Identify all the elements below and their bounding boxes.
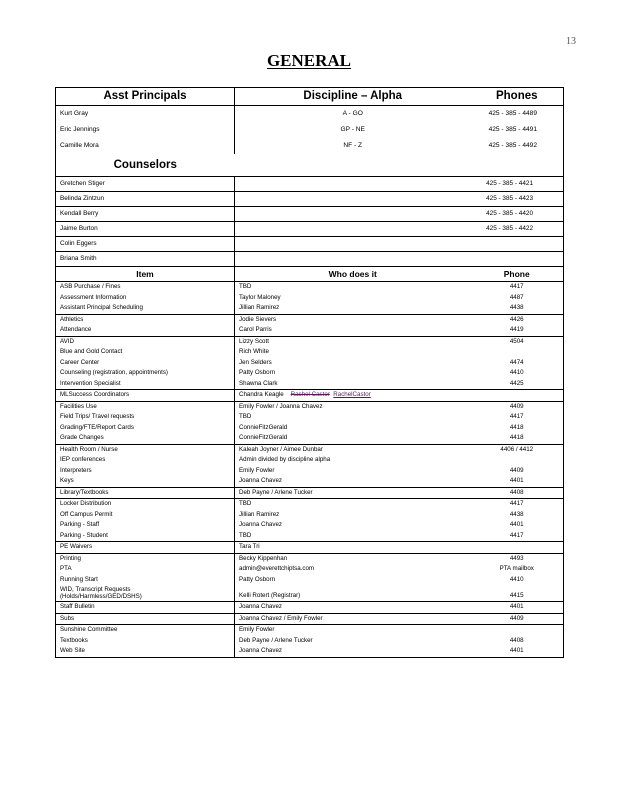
who-does-it xyxy=(235,293,471,304)
item-phone: 4409 xyxy=(471,401,564,412)
who-does-it xyxy=(235,347,471,358)
item-phone xyxy=(471,347,564,358)
counselor-name: Belinda Zintzun xyxy=(56,192,235,207)
discipline-alpha-heading: Discipline – Alpha xyxy=(235,88,471,106)
item-label: Parking - Staff xyxy=(60,521,100,528)
who-does-it xyxy=(235,625,471,636)
who-does-it-name: Joanna Chavez xyxy=(239,647,282,654)
who-does-it-name: Emily Fowler / Joanna Chavez xyxy=(239,402,323,410)
blank-cell xyxy=(235,252,471,267)
item-label: Keys xyxy=(60,477,74,484)
blank-cell xyxy=(235,177,471,192)
who-does-it-name: Jen Selders xyxy=(239,358,272,366)
who-does-it-name: Lizzy Scott xyxy=(239,337,269,345)
counselor-row xyxy=(56,237,564,252)
item-label: Intervention Specialist xyxy=(60,379,121,387)
item-phone: 4418 xyxy=(471,433,564,444)
who-does-it-name: admin@everettchiptsa.com xyxy=(239,565,315,572)
discipline-alpha-range: A - GO xyxy=(235,106,471,123)
item-phone xyxy=(471,390,564,402)
item-label: Athletics xyxy=(60,315,84,323)
who-does-it xyxy=(235,520,471,531)
who-does-it xyxy=(235,646,471,657)
blank-cell xyxy=(235,222,471,237)
item-phone: 4409 xyxy=(471,613,564,625)
counselor-phone: 425 - 385 - 4423 xyxy=(471,192,564,207)
item-name xyxy=(56,314,235,325)
who-does-it-name: Joanna Chavez xyxy=(239,477,282,484)
item-label: Grading/FTE/Report Cards xyxy=(60,423,134,431)
item-name xyxy=(56,553,235,564)
item-label: Sunshine Committee xyxy=(60,626,118,633)
who-does-it-name: Kelli Rotert (Registrar) xyxy=(239,591,301,599)
who-does-it xyxy=(235,499,471,510)
item-phone: 4487 xyxy=(471,293,564,304)
added-name: RachelCastor xyxy=(333,391,371,398)
item-label: PE Waivers xyxy=(60,543,93,550)
item-name xyxy=(56,499,235,510)
item-row xyxy=(56,314,564,325)
item-heading: Item xyxy=(56,267,235,282)
who-does-it-name: Jillian Ramirez xyxy=(239,510,280,518)
item-phone xyxy=(471,455,564,466)
item-label: Blue and Gold Contact xyxy=(60,348,123,355)
item-row xyxy=(56,520,564,531)
item-row xyxy=(56,293,564,304)
counselor-name: Gretchen Stiger xyxy=(56,177,235,192)
item-name xyxy=(56,293,235,304)
item-label: ASB Purchase / Fines xyxy=(60,283,121,290)
item-phone: 4401 xyxy=(471,476,564,487)
item-label: Subs xyxy=(60,614,75,622)
item-label: Counseling (registration, appointments) xyxy=(60,369,168,376)
asst-principal-name: Camille Mora xyxy=(56,138,235,154)
who-does-it-name: Chandra Keagle xyxy=(239,391,284,398)
item-row xyxy=(56,368,564,379)
who-does-it xyxy=(235,466,471,477)
who-does-it-name: Joanna Chavez / Emily Fowler xyxy=(239,614,323,622)
item-name xyxy=(56,542,235,554)
item-phone xyxy=(471,625,564,636)
item-row xyxy=(56,455,564,466)
discipline-alpha-range: GP - NE xyxy=(340,126,365,133)
item-phone: 4410 xyxy=(471,368,564,379)
who-does-it xyxy=(235,564,471,575)
item-name xyxy=(56,476,235,487)
who-does-it-name: Jodie Sievers xyxy=(239,315,277,323)
who-does-it xyxy=(235,423,471,434)
item-row xyxy=(56,390,564,402)
item-label-line2: (Holds/Harmless/GED/DSHS) xyxy=(60,593,142,600)
item-label: Printing xyxy=(60,554,81,562)
page-number: 13 xyxy=(566,36,576,47)
asst-principal-row xyxy=(56,122,564,138)
item-name xyxy=(56,585,235,602)
item-phone: 4438 xyxy=(471,510,564,521)
who-does-it-name: Deb Payne / Arlene Tucker xyxy=(239,488,313,496)
who-does-it xyxy=(235,368,471,379)
who-does-it-name: Tara Tri xyxy=(239,543,260,550)
item-phone: 4474 xyxy=(471,358,564,369)
counselors-heading: Counselors xyxy=(56,154,235,177)
item-label: Running Start xyxy=(60,575,98,583)
who-does-it xyxy=(235,510,471,521)
item-name xyxy=(56,423,235,434)
who-does-it-name: Emily Fowler xyxy=(239,466,275,474)
who-does-it xyxy=(235,602,471,614)
items-header-row xyxy=(56,267,564,282)
item-row xyxy=(56,444,564,455)
item-phone: PTA mailbox xyxy=(471,564,564,575)
who-does-it-name: TBD xyxy=(239,413,252,420)
item-row xyxy=(56,303,564,314)
item-name xyxy=(56,455,235,466)
phone-heading: Phone xyxy=(471,267,564,282)
who-does-it-name: Emily Fowler xyxy=(239,626,275,633)
item-row xyxy=(56,423,564,434)
counselor-row xyxy=(56,207,564,222)
asst-principal-name: Kurt Gray xyxy=(56,106,235,123)
item-name xyxy=(56,325,235,336)
counselor-row xyxy=(56,192,564,207)
item-name xyxy=(56,379,235,390)
item-name xyxy=(56,282,235,293)
who-does-it xyxy=(235,390,471,402)
item-label: IEP conferences xyxy=(60,456,106,463)
item-label: Attendance xyxy=(60,326,92,333)
who-does-it xyxy=(235,455,471,466)
item-label: Web Site xyxy=(60,647,85,654)
counselors-header-row xyxy=(56,154,564,177)
who-does-it xyxy=(235,412,471,423)
item-phone: 4426 xyxy=(471,314,564,325)
asst-principal-phone: 425 - 385 - 4492 xyxy=(471,138,564,154)
item-row xyxy=(56,379,564,390)
item-name xyxy=(56,303,235,314)
who-does-it xyxy=(235,553,471,564)
item-label: AVID xyxy=(60,337,74,345)
item-name xyxy=(56,487,235,499)
item-name xyxy=(56,336,235,347)
item-name xyxy=(56,510,235,521)
item-label: Health Room / Nurse xyxy=(60,445,118,453)
item-row xyxy=(56,487,564,499)
counselor-phone: 425 - 385 - 4421 xyxy=(471,177,564,192)
item-label: Textbooks xyxy=(60,636,88,644)
item-row xyxy=(56,542,564,554)
who-does-it xyxy=(235,433,471,444)
counselor-name: Colin Eggers xyxy=(56,237,235,252)
who-does-it xyxy=(235,476,471,487)
who-does-it-name: Admin divided by discipline alpha xyxy=(239,456,331,463)
item-row xyxy=(56,412,564,423)
counselor-phone: 425 - 385 - 4422 xyxy=(471,222,564,237)
item-name xyxy=(56,347,235,358)
item-name xyxy=(56,401,235,412)
item-label: Career Center xyxy=(60,358,100,366)
blank-cell xyxy=(471,154,564,177)
asst-principal-phone: 425 - 385 - 4491 xyxy=(471,122,564,138)
item-name xyxy=(56,520,235,531)
asst-principals-header-row xyxy=(56,88,564,106)
item-label: Facilities Use xyxy=(60,402,97,410)
counselor-phone xyxy=(471,252,564,267)
item-phone: 4425 xyxy=(471,379,564,390)
item-label: Locker Distribution xyxy=(60,500,112,507)
item-name xyxy=(56,444,235,455)
struck-name: Rachel Castor xyxy=(290,391,330,398)
who-does-it-name: Shawna Clark xyxy=(239,379,278,387)
item-phone: 4401 xyxy=(471,646,564,657)
item-name xyxy=(56,646,235,657)
item-row xyxy=(56,510,564,521)
item-row xyxy=(56,499,564,510)
item-row xyxy=(56,575,564,586)
blank-cell xyxy=(235,154,471,177)
item-row xyxy=(56,347,564,358)
discipline-alpha-range: NF - Z xyxy=(343,142,363,149)
item-phone: 4410 xyxy=(471,575,564,586)
item-name xyxy=(56,412,235,423)
item-phone: 4417 xyxy=(471,282,564,293)
item-row xyxy=(56,613,564,625)
item-row xyxy=(56,401,564,412)
blank-cell xyxy=(235,237,471,252)
item-row xyxy=(56,325,564,336)
item-label: Off Campus Permit xyxy=(60,510,113,518)
blank-cell xyxy=(235,192,471,207)
who-does-it xyxy=(235,636,471,647)
who-does-it-name: Taylor Maloney xyxy=(239,293,281,301)
who-does-it-name: TBD xyxy=(239,500,252,507)
item-label: Parking - Student xyxy=(60,531,108,539)
who-does-it-name: Carol Parris xyxy=(239,326,272,333)
item-phone: 4417 xyxy=(471,499,564,510)
item-row xyxy=(56,646,564,657)
who-does-it-name: Jillian Ramirez xyxy=(239,304,280,311)
asst-principals-heading: Asst Principals xyxy=(56,88,235,106)
counselor-phone xyxy=(471,237,564,252)
item-phone: 4401 xyxy=(471,520,564,531)
who-does-it xyxy=(235,575,471,586)
who-does-it-name: Becky Kippenhan xyxy=(239,554,288,562)
asst-principal-phone: 425 - 385 - 4489 xyxy=(471,106,564,123)
item-row xyxy=(56,585,564,602)
item-name xyxy=(56,564,235,575)
who-does-it-name: Kaleah Joyner / Aimee Dunbar xyxy=(239,445,323,453)
who-does-it-name: Joanna Chavez xyxy=(239,603,282,610)
item-name xyxy=(56,613,235,625)
item-label: Field Trips/ Travel requests xyxy=(60,413,135,420)
who-does-it-name: Joanna Chavez xyxy=(239,521,282,528)
item-phone: 4406 / 4412 xyxy=(471,444,564,455)
item-label: Assistant Principal Scheduling xyxy=(60,304,143,311)
item-row xyxy=(56,433,564,444)
item-label: Assessment Information xyxy=(60,293,127,301)
item-row xyxy=(56,636,564,647)
who-does-it-name: Deb Payne / Arlene Tucker xyxy=(239,636,313,644)
who-does-it xyxy=(235,336,471,347)
who-does-it-name: TBD xyxy=(239,283,252,290)
who-does-it-name: Patty Osborn xyxy=(239,575,276,583)
item-phone xyxy=(471,542,564,554)
item-label: Library/Textbooks xyxy=(60,488,109,496)
item-name xyxy=(56,636,235,647)
item-name xyxy=(56,466,235,477)
counselor-row xyxy=(56,252,564,267)
who-does-it xyxy=(235,542,471,554)
who-does-it xyxy=(235,379,471,390)
who-does-it-name: Patty Osborn xyxy=(239,369,276,376)
counselor-phone: 425 - 385 - 4420 xyxy=(471,207,564,222)
item-phone: 4493 xyxy=(471,553,564,564)
who-does-it-name: Rich White xyxy=(239,348,269,355)
item-name xyxy=(56,368,235,379)
item-phone: 4419 xyxy=(471,325,564,336)
counselor-row xyxy=(56,222,564,237)
item-name xyxy=(56,625,235,636)
item-name xyxy=(56,358,235,369)
who-does-it xyxy=(235,303,471,314)
item-label: Interpreters xyxy=(60,466,92,474)
who-does-it-name: ConnieFitzGerald xyxy=(239,434,288,441)
who-does-it-name: ConnieFitzGerald xyxy=(239,423,288,431)
item-phone: 4415 xyxy=(471,585,564,602)
counselor-name: Kendall Berry xyxy=(56,207,235,222)
item-row xyxy=(56,602,564,614)
item-row xyxy=(56,625,564,636)
item-phone: 4417 xyxy=(471,412,564,423)
who-does-it xyxy=(235,487,471,499)
general-directory-table xyxy=(55,87,564,658)
page-title: GENERAL xyxy=(266,51,352,70)
asst-principal-name: Eric Jennings xyxy=(56,122,235,138)
item-name xyxy=(56,433,235,444)
item-row xyxy=(56,466,564,477)
item-phone: 4438 xyxy=(471,303,564,314)
item-name xyxy=(56,575,235,586)
who-does-it-heading: Who does it xyxy=(235,267,471,282)
item-phone: 4408 xyxy=(471,487,564,499)
item-phone: 4418 xyxy=(471,423,564,434)
who-does-it xyxy=(235,585,471,602)
who-does-it xyxy=(235,325,471,336)
item-name xyxy=(56,602,235,614)
counselor-name: Jaime Burton xyxy=(56,222,235,237)
item-row xyxy=(56,336,564,347)
who-does-it xyxy=(235,314,471,325)
item-row xyxy=(56,531,564,542)
phones-heading: Phones xyxy=(471,88,564,106)
item-phone: 4408 xyxy=(471,636,564,647)
who-does-it-name: TBD xyxy=(239,531,252,539)
item-phone: 4401 xyxy=(471,602,564,614)
who-does-it xyxy=(235,444,471,455)
asst-principal-row xyxy=(56,138,564,154)
item-row xyxy=(56,476,564,487)
who-does-it xyxy=(235,401,471,412)
item-row xyxy=(56,282,564,293)
item-name xyxy=(56,390,235,402)
who-does-it xyxy=(235,282,471,293)
item-row xyxy=(56,358,564,369)
who-does-it xyxy=(235,613,471,625)
item-label: WID, Transcript Requests xyxy=(60,586,131,593)
who-does-it xyxy=(235,358,471,369)
item-phone: 4504 xyxy=(471,336,564,347)
item-name xyxy=(56,531,235,542)
item-row xyxy=(56,564,564,575)
counselor-row xyxy=(56,177,564,192)
item-label: Staff Bulletin xyxy=(60,603,95,610)
item-label: PTA xyxy=(60,565,72,572)
asst-principal-row xyxy=(56,106,564,123)
item-phone: 4409 xyxy=(471,466,564,477)
item-row xyxy=(56,553,564,564)
item-label: MLSuccess Coordinators xyxy=(60,391,130,398)
counselor-name: Briana Smith xyxy=(56,252,235,267)
blank-cell xyxy=(235,207,471,222)
item-label: Grade Changes xyxy=(60,434,104,441)
who-does-it xyxy=(235,531,471,542)
item-phone: 4417 xyxy=(471,531,564,542)
